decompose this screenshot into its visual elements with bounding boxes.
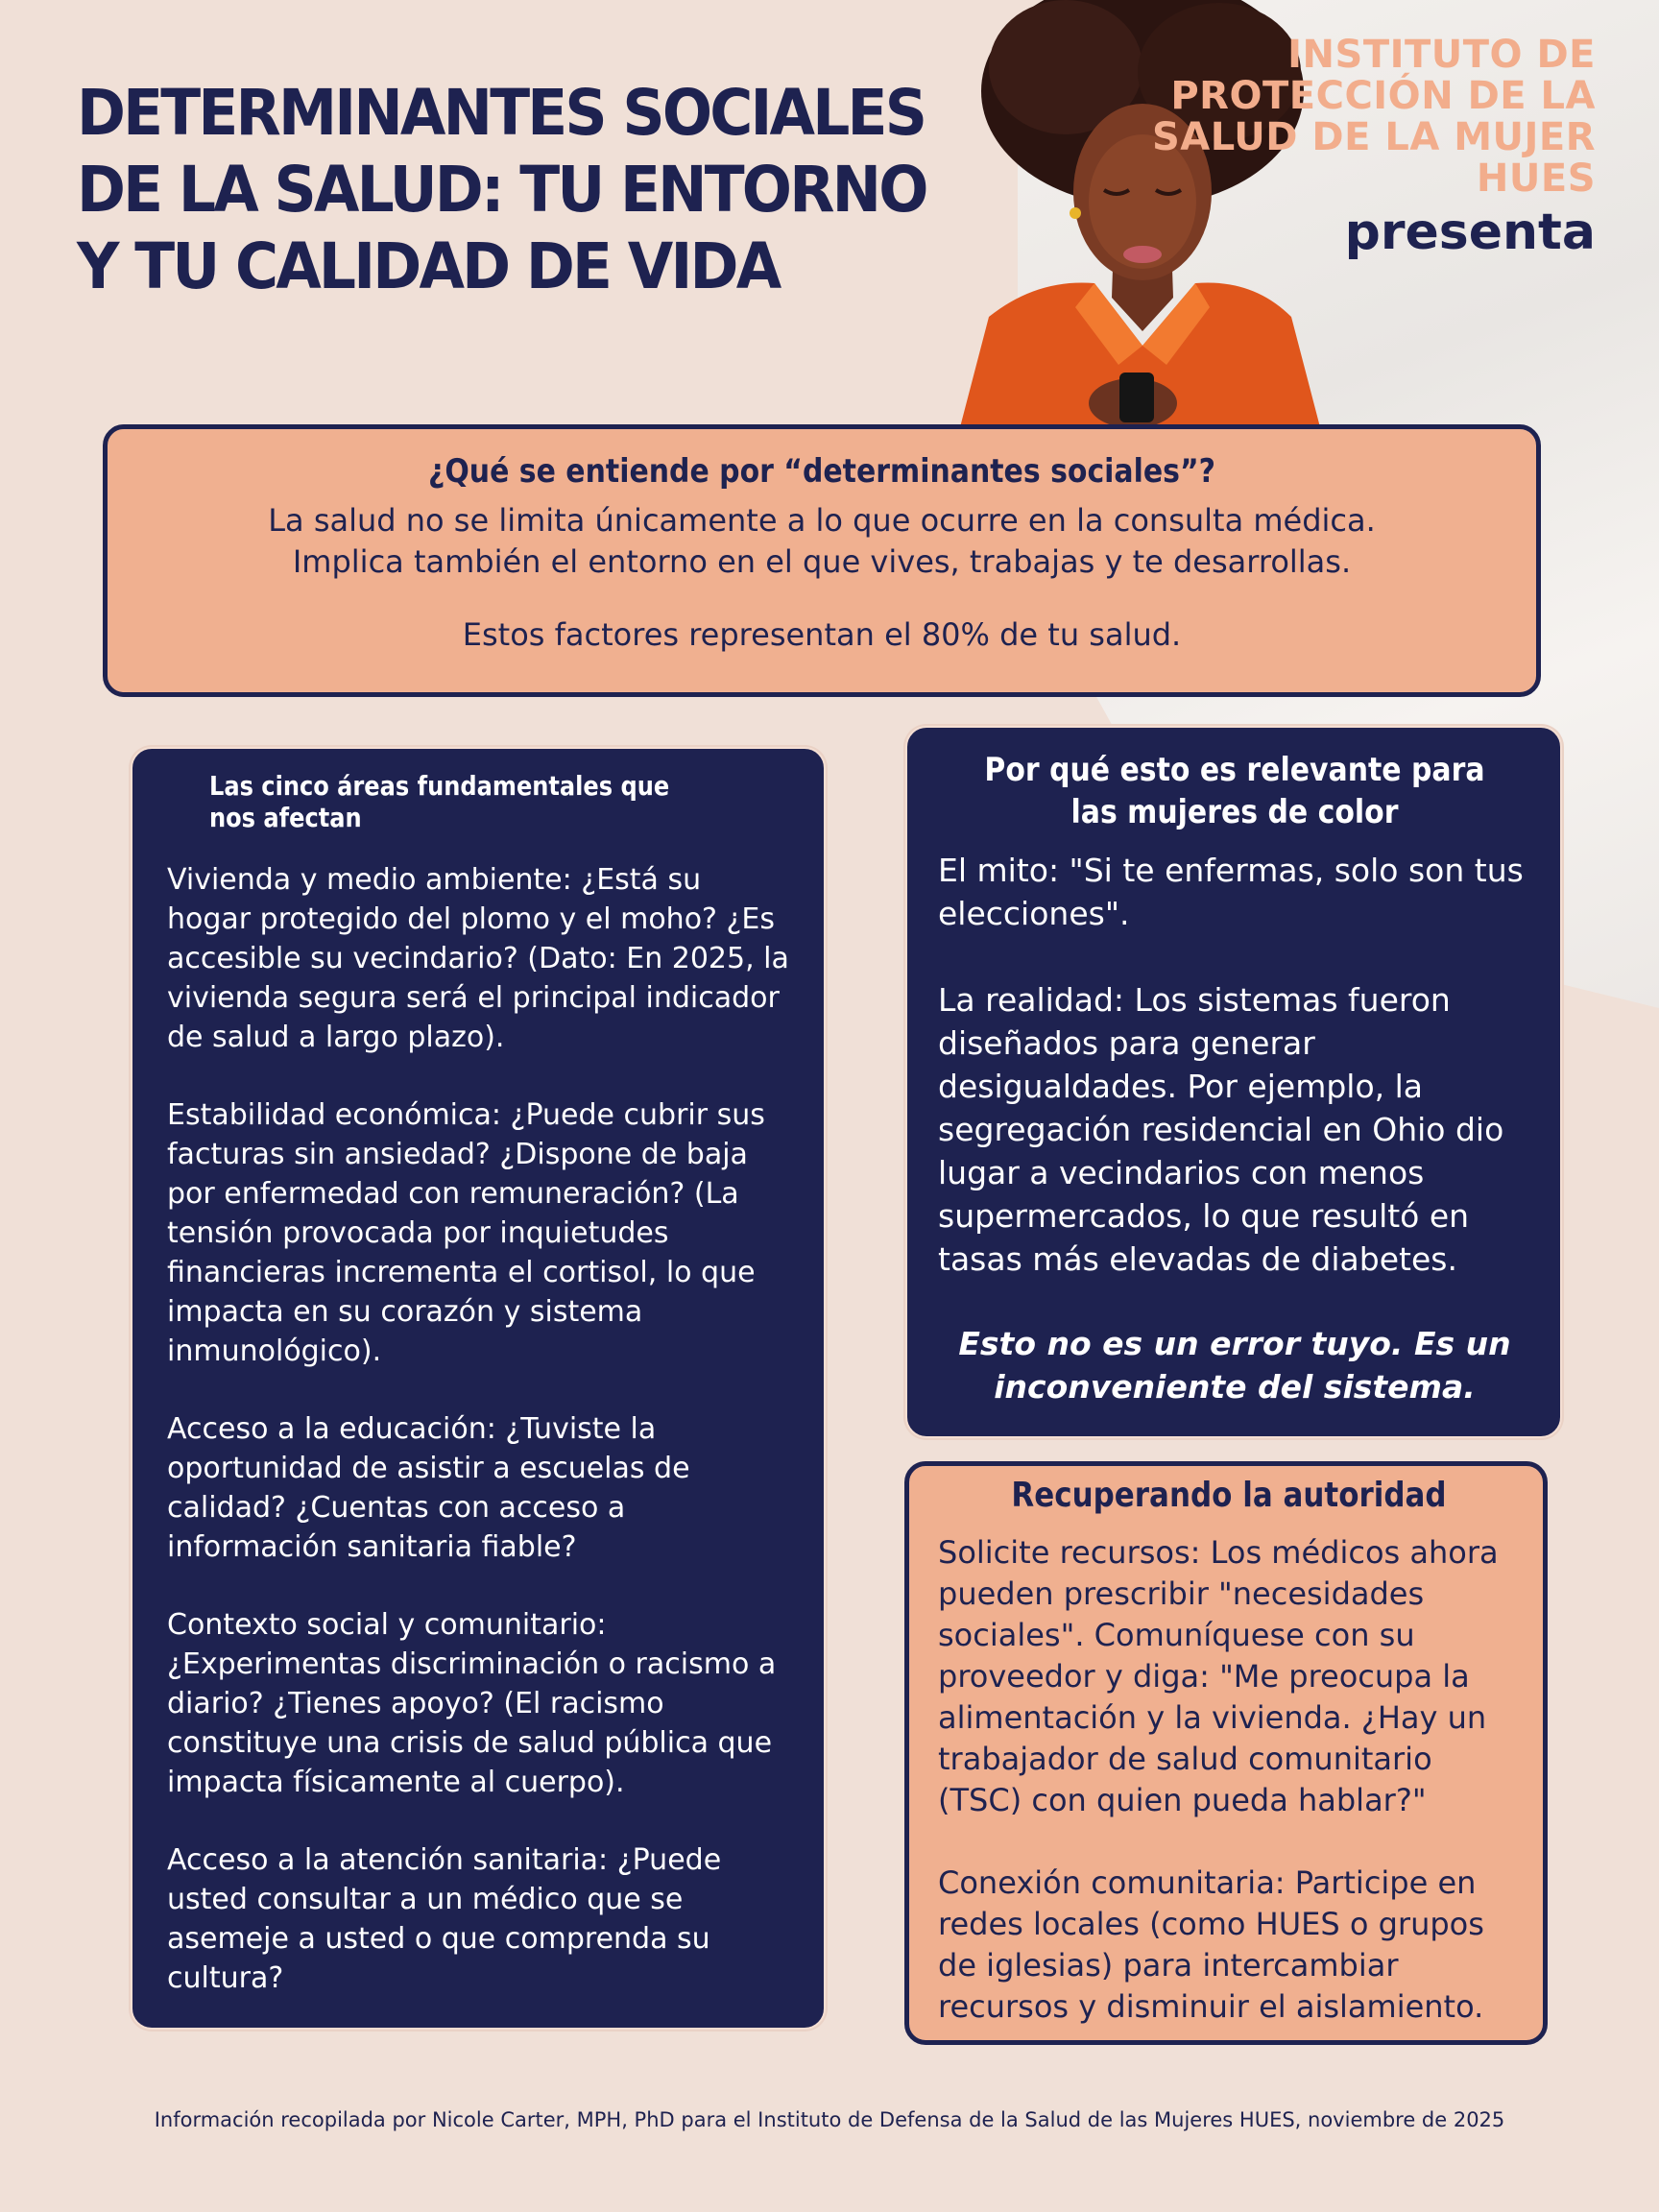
definition-box [103,424,1541,697]
area-education: Acceso a la educación: ¿Tuviste la oportunidad de asistir a escuelas de calidad? ¿Cuentas con acceso a información sanitaria fiable? [167,1412,690,1564]
definition-line-3: Estos factores representan el 80% de tu salud. [462,616,1182,653]
five-areas-card [131,747,826,2030]
why-heading: Por qué esto es relevante para las mujeres de color [984,751,1485,831]
area-economic: Estabilidad económica: ¿Puede cubrir sus facturas sin ansiedad? ¿Dispone de baja por enfermedad con remuneración? (La tensión provocada por inquietudes financieras incrementa el cortisol, lo que impacta en su corazón y sistema inmunológico). [167,1098,765,1368]
why-relevant-card [905,726,1562,1438]
authority-heading: Recuperando la autoridad [1011,1476,1447,1515]
area-housing: Vivienda y medio ambiente: ¿Está su hogar protegido del plomo y el moho? ¿Es accesible su vecindario? (Dato: En 2025, la vivienda segura será el principal indicador de salud a largo plazo). [167,863,789,1054]
why-reality: La realidad: Los sistemas fueron diseñados para generar desigualdades. Por ejemplo, la segregación residencial en Ohio dio lugar a vecindarios con menos supermercados, lo que resultó en tasas más elevadas de diabetes. [938,981,1504,1278]
footer-credit: Información recopilada por Nicole Carter, MPH, PhD para el Instituto de Defensa de la Salud de las Mujeres HUES, noviembre de 2025 [154,2108,1505,2131]
authority-community: Conexión comunitaria: Participe en redes locales (como HUES o grupos de iglesias) para intercambiar recursos y disminuir el aislamiento. [938,1864,1484,2025]
why-myth: El mito: "Si te enfermas, solo son tus elecciones". [938,852,1524,932]
area-healthcare: Acceso a la atención sanitaria: ¿Puede usted consultar a un médico que se asemeje a usted o que comprenda su cultura? [167,1843,722,1995]
presenta-label: presenta [1344,204,1596,261]
authority-card [904,1461,1548,2045]
definition-line-1: La salud no se limita únicamente a lo que ocurre en la consulta médica. [268,502,1376,539]
authority-resources: Solicite recursos: Los médicos ahora pueden prescribir "necesidades sociales". Comuníquese con su proveedor y diga: "Me preocupa la alimentación y la vivienda. ¿Hay un trabajador de salud comunitario (TSC) con quien pueda hablar?" [938,1534,1499,1818]
definition-heading: ¿Qué se entiende por “determinantes sociales”? [427,452,1216,491]
why-emphasis: Esto no es un error tuyo. Es un inconveniente del sistema. [958,1325,1511,1406]
area-social: Contexto social y comunitario: ¿Experimentas discriminación o racismo a diario? ¿Tienes apoyo? (El racismo constituye una crisis de salud pública que impacta físicamente al cuerpo). [167,1608,777,1799]
organization-name: INSTITUTO DE PROTECCIÓN DE LA SALUD DE LA MUJER HUES [1151,33,1596,201]
definition-line-2: Implica también el entorno en el que vives, trabajas y te desarrollas. [292,543,1352,580]
page-title: DETERMINANTES SOCIALES DE LA SALUD: TU ENTORNO Y TU CALIDAD DE VIDA [77,76,926,303]
five-areas-heading: Las cinco áreas fundamentales que nos afectan [209,770,670,833]
